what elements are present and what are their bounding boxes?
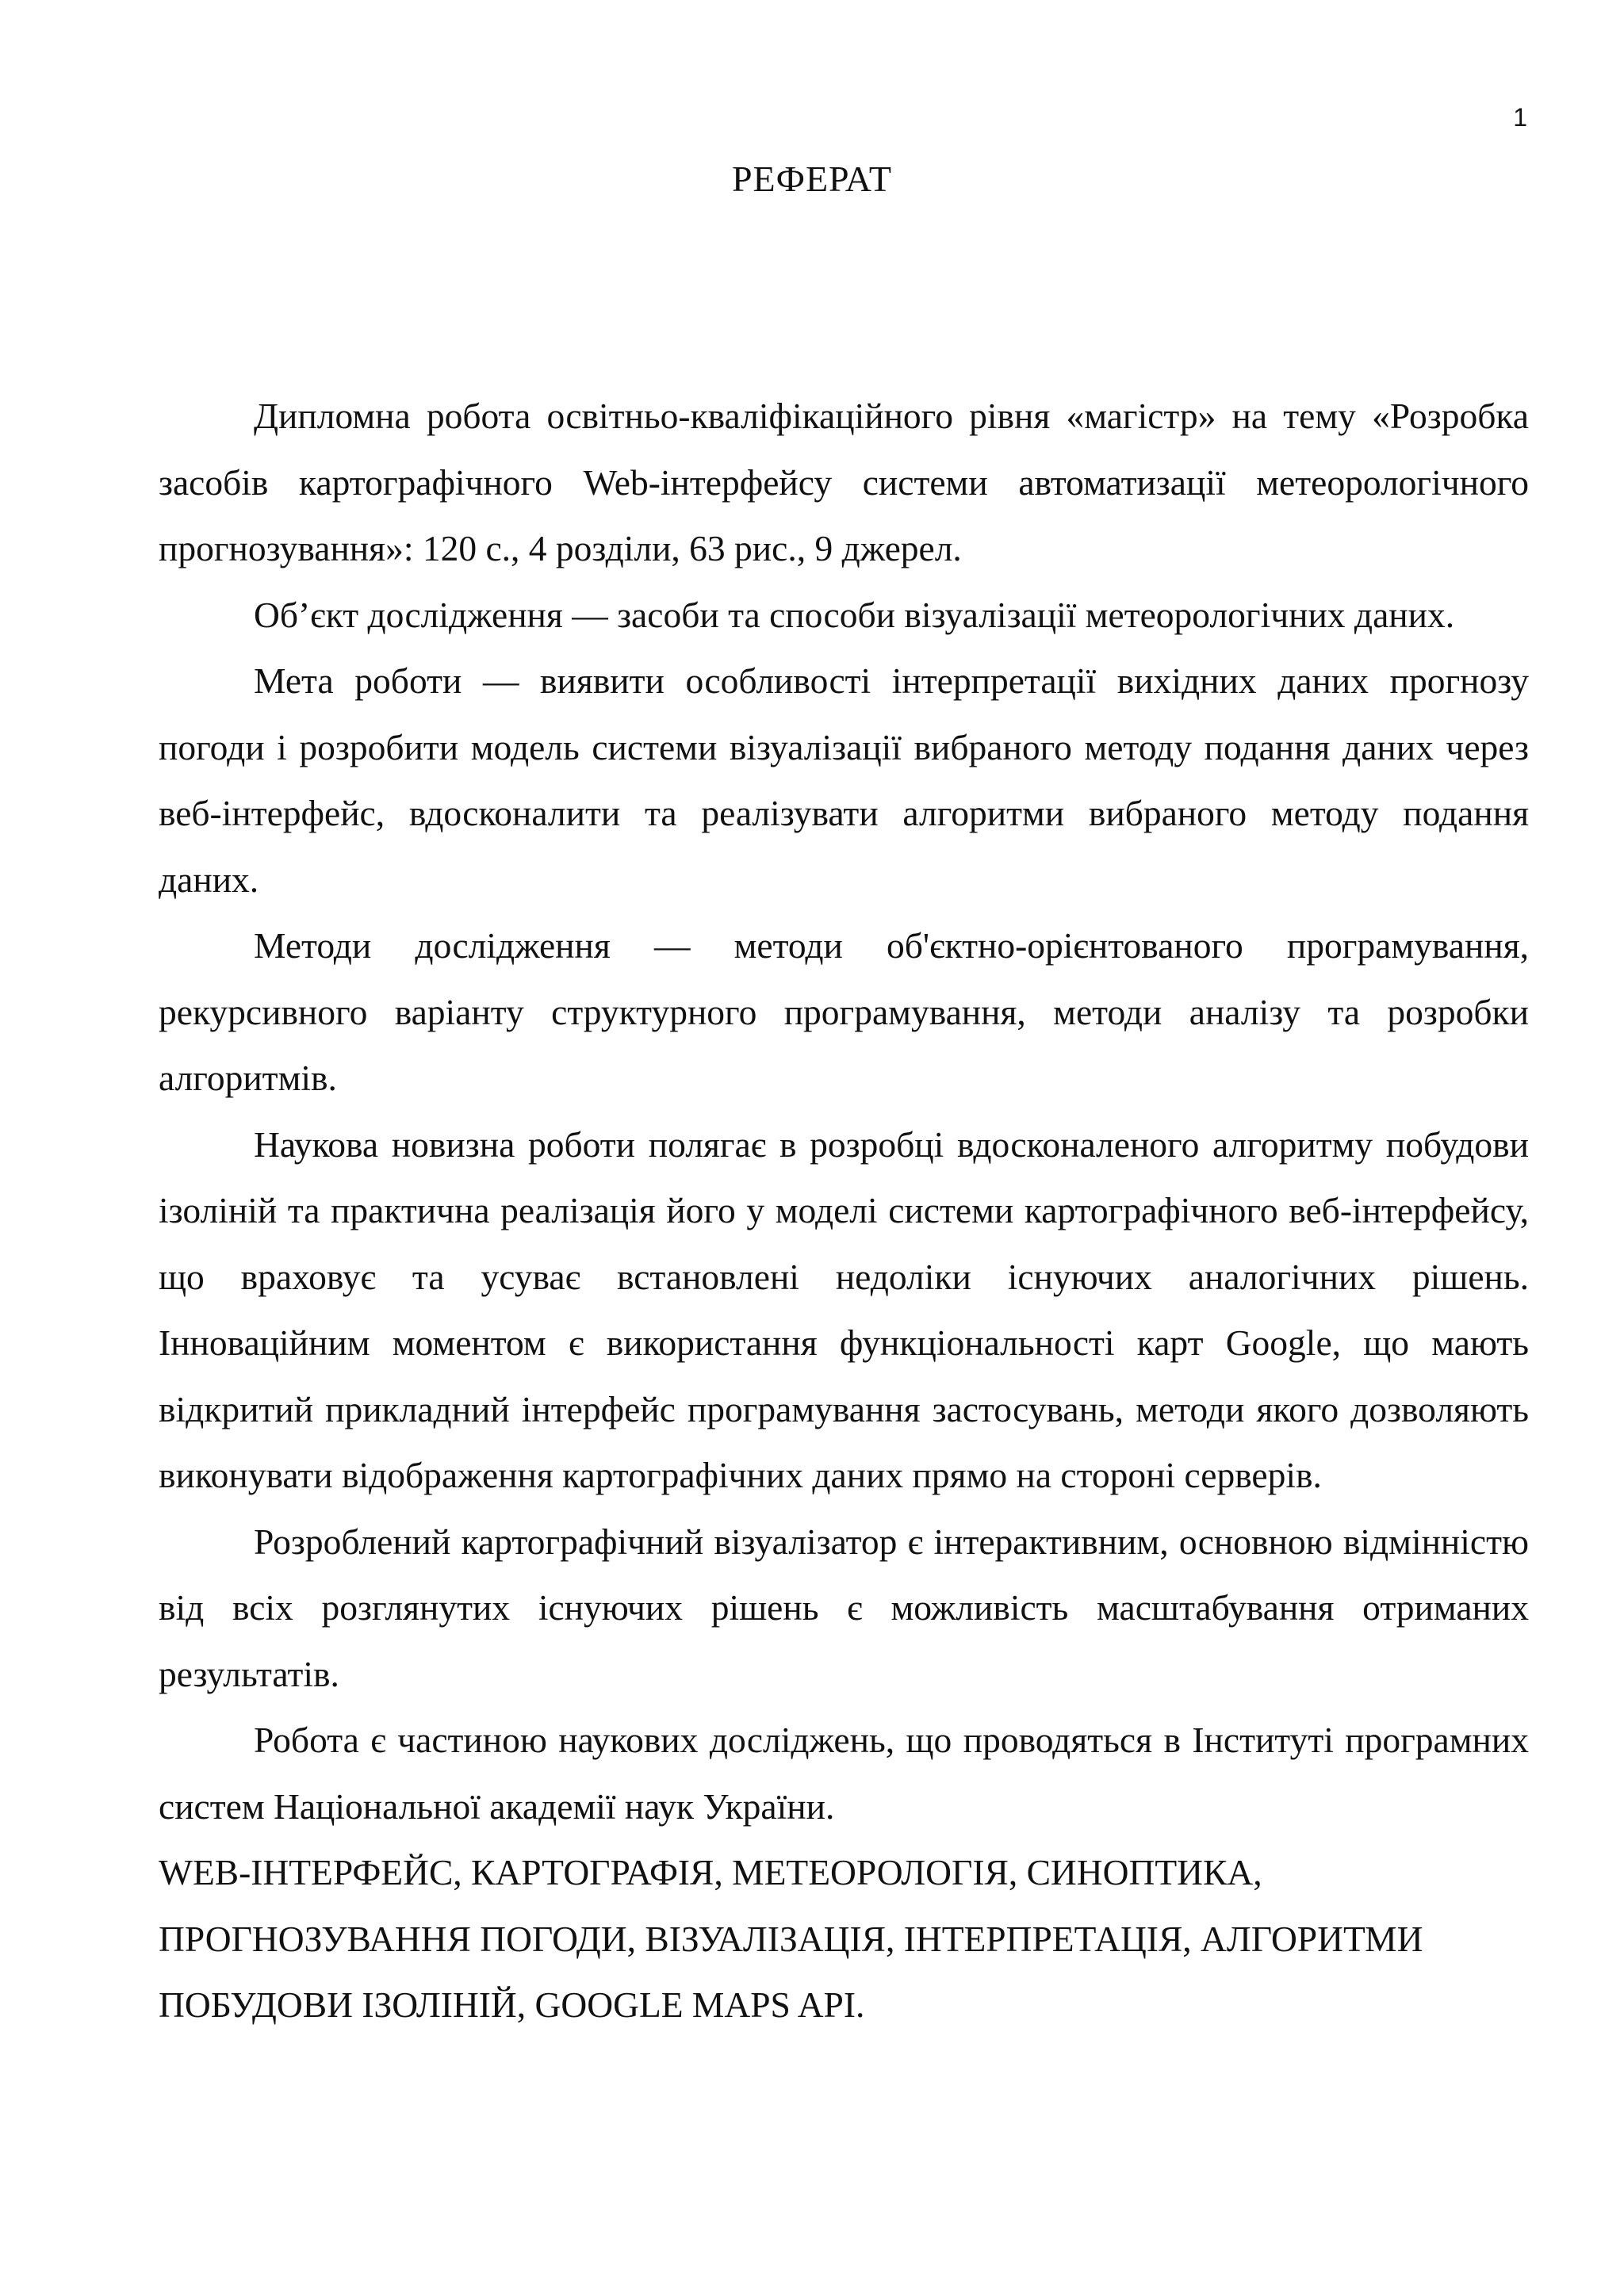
page-title: РЕФЕРАТ <box>731 159 893 199</box>
paragraph-visualizer: Розроблений картографічний візуалізатор є інтерактивним, основною відмінністю від всіх розглянутих існуючих рішень є можливість масштабування отриманих результатів. <box>159 1521 1529 1694</box>
paragraph-methods: Методи дослідження — методи об'єктно-орієнтованого програмування, рекурсивного варіанту структурного програмування, методи аналізу та розробки алгоритмів. <box>159 925 1529 1098</box>
keywords: WEB-ІНТЕРФЕЙС, КАРТОГРАФІЯ, МЕТЕОРОЛОГІЯ, СИНОПТИКА, ПРОГНОЗУВАННЯ ПОГОДИ, ВІЗУАЛІЗАЦІЯ, ІНТЕРПРЕТАЦІЯ, АЛГОРИТМИ ПОБУДОВИ ІЗОЛІНІЙ, GOOGLE MAPS API. <box>159 1852 1423 2025</box>
paragraph-thesis-info: Дипломна робота освітньо-кваліфікаційного рівня «магістр» на тему «Розробка засобів картографічного Web-інтерфейсу системи автоматизації метеорологічного прогнозування»: 120 с., 4 розділи, 63 рис., 9 джерел. <box>159 396 1529 568</box>
paragraph-institute: Робота є частиною наукових досліджень, що проводяться в Інституті програмних систем Національної академії наук України. <box>159 1720 1529 1827</box>
abstract-body <box>159 383 1529 2038</box>
paragraph-novelty: Наукова новизна роботи полягає в розробці вдосконаленого алгоритму побудови ізоліній та практична реалізація його у моделі системи картографічного веб-інтерфейсу, що враховує та усуває встановлені недоліки існуючих аналогічних рішень. Інноваційним моментом є використання функціональності карт Google, що мають відкритий прикладний інтерфейс програмування застосувань, методи якого дозволяють виконувати відображення картографічних даних прямо на стороні серверів. <box>159 1123 1529 1495</box>
paragraph-goal: Мета роботи — виявити особливості інтерпретації вихідних даних прогнозу погоди і розробити модель системи візуалізації вибраного методу подання даних через веб-інтерфейс, вдосконалити та реалізувати алгоритми вибраного методу подання даних. <box>159 660 1529 900</box>
paragraph-research-object: Об’єкт дослідження — засоби та способи візуалізації метеорологічних даних. <box>254 594 1455 635</box>
page-number: 1 <box>1513 103 1527 132</box>
